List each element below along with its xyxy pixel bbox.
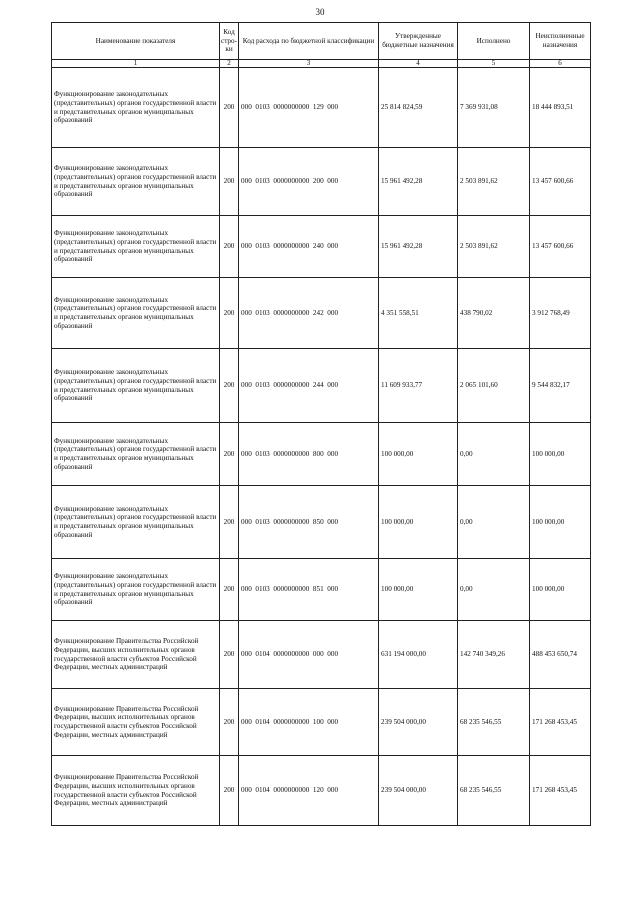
row-expense-code: 000 0104 0000000000 100 000 xyxy=(239,689,379,756)
row-expense-code: 000 0103 0000000000 851 000 xyxy=(239,559,379,621)
column-number: 3 xyxy=(239,60,379,68)
row-unexecuted: 13 457 600,66 xyxy=(530,148,591,216)
page-number: 30 xyxy=(315,7,325,17)
header-expense-code: Код расхода по бюджетной классификации xyxy=(239,23,379,60)
row-executed: 2 503 891,62 xyxy=(458,216,530,278)
row-unexecuted: 3 912 768,49 xyxy=(530,278,591,349)
header-unexecuted: Неисполненные назначения xyxy=(530,23,591,60)
column-number: 1 xyxy=(52,60,220,68)
budget-execution-table xyxy=(51,22,591,826)
column-number: 4 xyxy=(379,60,458,68)
row-approved: 100 000,00 xyxy=(379,423,458,486)
row-line-code: 200 xyxy=(220,559,239,621)
row-expense-code: 000 0104 0000000000 120 000 xyxy=(239,756,379,826)
row-name: Функционирование Правительства Российской Федерации, высших исполнительных органов государственной власти субъектов Российской Федерации, местных администраций xyxy=(52,689,220,756)
row-approved: 15 961 492,28 xyxy=(379,148,458,216)
table-row xyxy=(52,349,591,423)
row-line-code: 200 xyxy=(220,68,239,148)
row-executed: 0,00 xyxy=(458,486,530,559)
row-approved: 239 504 000,00 xyxy=(379,689,458,756)
row-unexecuted: 100 000,00 xyxy=(530,559,591,621)
row-line-code: 200 xyxy=(220,486,239,559)
column-number: 5 xyxy=(458,60,530,68)
row-approved: 100 000,00 xyxy=(379,486,458,559)
row-name: Функционирование законодательных (представительных) органов государственной власти и представительных органов муниципальных образований xyxy=(52,278,220,349)
row-executed: 142 740 349,26 xyxy=(458,621,530,689)
row-unexecuted: 171 268 453,45 xyxy=(530,756,591,826)
row-expense-code: 000 0103 0000000000 800 000 xyxy=(239,423,379,486)
row-approved: 11 609 933,77 xyxy=(379,349,458,423)
row-line-code: 200 xyxy=(220,148,239,216)
column-number: 6 xyxy=(530,60,591,68)
row-line-code: 200 xyxy=(220,216,239,278)
column-number: 2 xyxy=(220,60,239,68)
row-approved: 4 351 558,51 xyxy=(379,278,458,349)
row-line-code: 200 xyxy=(220,621,239,689)
row-executed: 2 503 891,62 xyxy=(458,148,530,216)
row-expense-code: 000 0104 0000000000 000 000 xyxy=(239,621,379,689)
row-expense-code: 000 0103 0000000000 850 000 xyxy=(239,486,379,559)
row-unexecuted: 9 544 832,17 xyxy=(530,349,591,423)
header-name: Наименование показателя xyxy=(52,23,220,60)
row-approved: 25 814 824,59 xyxy=(379,68,458,148)
row-unexecuted: 13 457 600,66 xyxy=(530,216,591,278)
row-expense-code: 000 0103 0000000000 240 000 xyxy=(239,216,379,278)
header-line-code: Код стро-ки xyxy=(220,23,239,60)
row-line-code: 200 xyxy=(220,423,239,486)
row-executed: 68 235 546,55 xyxy=(458,689,530,756)
table-row xyxy=(52,216,591,278)
table-row xyxy=(52,148,591,216)
row-unexecuted: 100 000,00 xyxy=(530,486,591,559)
row-name: Функционирование законодательных (представительных) органов государственной власти и представительных органов муниципальных образований xyxy=(52,216,220,278)
row-executed: 0,00 xyxy=(458,423,530,486)
row-approved: 15 961 492,28 xyxy=(379,216,458,278)
table-row xyxy=(52,559,591,621)
row-line-code: 200 xyxy=(220,349,239,423)
table-row xyxy=(52,756,591,826)
row-unexecuted: 488 453 650,74 xyxy=(530,621,591,689)
row-name: Функционирование законодательных (представительных) органов государственной власти и представительных органов муниципальных образований xyxy=(52,148,220,216)
row-executed: 7 369 931,08 xyxy=(458,68,530,148)
table-row xyxy=(52,68,591,148)
row-name: Функционирование законодательных (представительных) органов государственной власти и представительных органов муниципальных образований xyxy=(52,68,220,148)
row-expense-code: 000 0103 0000000000 244 000 xyxy=(239,349,379,423)
row-approved: 631 194 000,00 xyxy=(379,621,458,689)
header-executed: Исполнено xyxy=(458,23,530,60)
column-number-row xyxy=(52,60,591,68)
row-approved: 100 000,00 xyxy=(379,559,458,621)
row-line-code: 200 xyxy=(220,756,239,826)
header-row xyxy=(52,23,591,60)
row-name: Функционирование законодательных (представительных) органов государственной власти и представительных органов муниципальных образований xyxy=(52,349,220,423)
row-line-code: 200 xyxy=(220,689,239,756)
row-unexecuted: 18 444 893,51 xyxy=(530,68,591,148)
row-name: Функционирование Правительства Российской Федерации, высших исполнительных органов государственной власти субъектов Российской Федерации, местных администраций xyxy=(52,756,220,826)
row-executed: 438 790,02 xyxy=(458,278,530,349)
row-name: Функционирование Правительства Российской Федерации, высших исполнительных органов государственной власти субъектов Российской Федерации, местных администраций xyxy=(52,621,220,689)
row-expense-code: 000 0103 0000000000 129 000 xyxy=(239,68,379,148)
row-name: Функционирование законодательных (представительных) органов государственной власти и представительных органов муниципальных образований xyxy=(52,423,220,486)
row-executed: 68 235 546,55 xyxy=(458,756,530,826)
row-unexecuted: 171 268 453,45 xyxy=(530,689,591,756)
table-row xyxy=(52,621,591,689)
row-approved: 239 504 000,00 xyxy=(379,756,458,826)
row-expense-code: 000 0103 0000000000 242 000 xyxy=(239,278,379,349)
table-row xyxy=(52,278,591,349)
row-executed: 2 065 101,60 xyxy=(458,349,530,423)
row-executed: 0,00 xyxy=(458,559,530,621)
table-row xyxy=(52,689,591,756)
row-name: Функционирование законодательных (представительных) органов государственной власти и представительных органов муниципальных образований xyxy=(52,486,220,559)
row-unexecuted: 100 000,00 xyxy=(530,423,591,486)
table-row xyxy=(52,486,591,559)
table-row xyxy=(52,423,591,486)
row-line-code: 200 xyxy=(220,278,239,349)
header-approved: Утвержденные бюджетные назначения xyxy=(379,23,458,60)
row-name: Функционирование законодательных (представительных) органов государственной власти и представительных органов муниципальных образований xyxy=(52,559,220,621)
row-expense-code: 000 0103 0000000000 200 000 xyxy=(239,148,379,216)
